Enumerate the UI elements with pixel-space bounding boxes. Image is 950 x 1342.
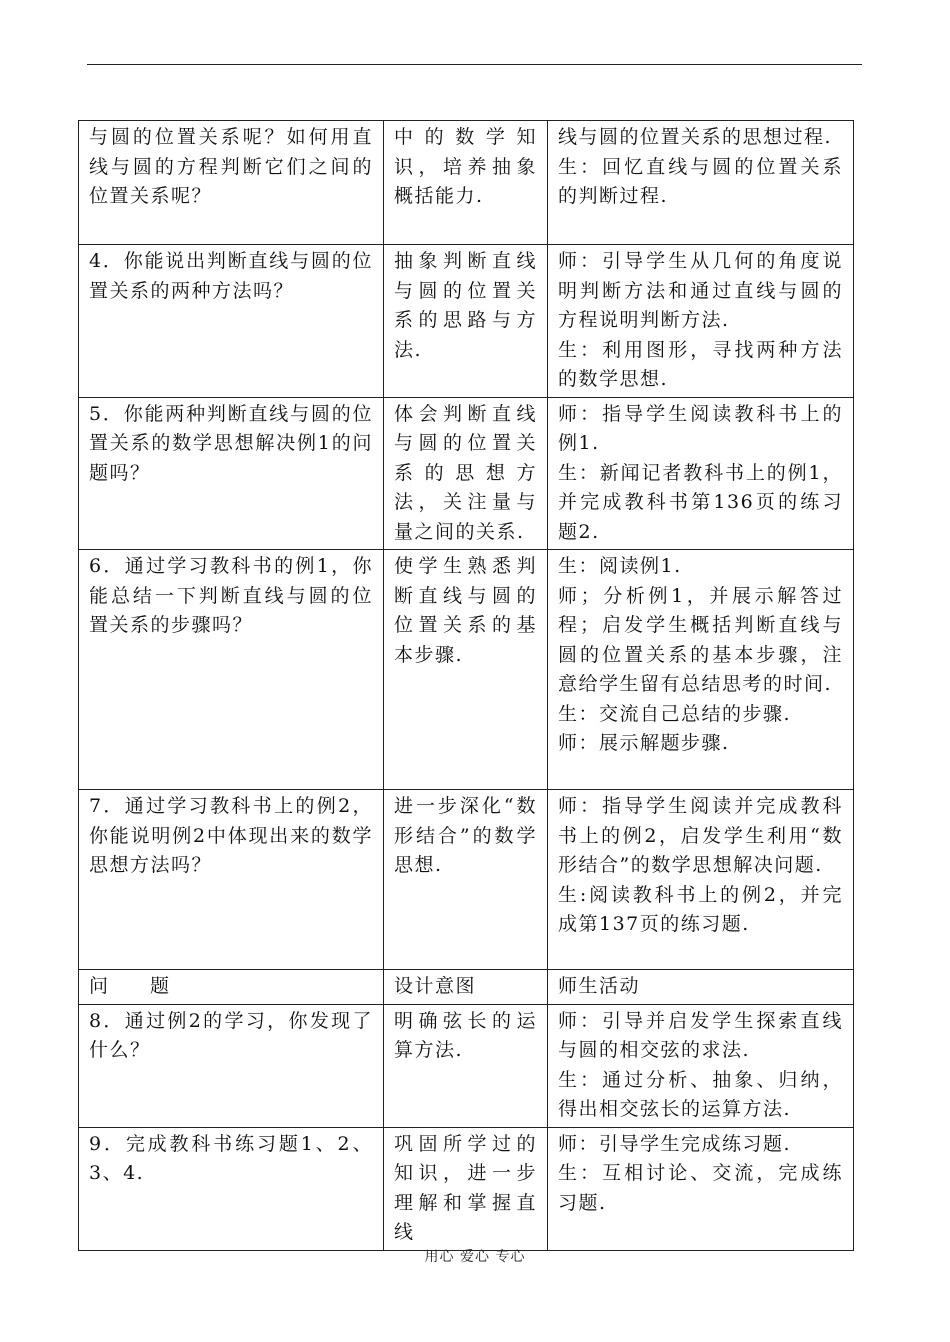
header-activity: 师生活动 [548,970,854,1005]
table-row [79,397,854,550]
table-header-row [79,970,854,1005]
header-intent: 设计意图 [384,970,548,1005]
intent-cell: 体会判断直线与圆的位置关系的思想方法，关注量与量之间的关系. [384,397,548,550]
intent-cell: 巩固所学过的知识，进一步理解和掌握直线 [384,1127,548,1250]
activity-line: 生：通过分析、抽象、归纳，得出相交弦长的运算方法. [558,1068,843,1120]
table-row [79,1004,854,1127]
activity-line: 生：互相讨论、交流，完成练习题. [558,1162,843,1214]
table-row [79,245,854,398]
intent-cell: 进一步深化“数形结合”的数学思想. [384,790,548,970]
intent-cell: 使学生熟悉判断直线与圆的位置关系的基本步骤. [384,550,548,790]
table-row [79,550,854,790]
activity-line: 师：指导学生阅读教科书上的例1. [558,402,843,454]
question-cell: 6．通过学习教科书的例1，你能总结一下判断直线与圆的位置关系的步骤吗？ [79,550,384,790]
activity-line: 生：交流自己总结的步骤. [558,702,792,725]
activity-line: 生：回忆直线与圆的位置关系的判断过程. [558,155,843,207]
activity-line: 师：引导学生完成练习题. [558,1132,792,1155]
activity-line: 线与圆的位置关系的思想过程. [558,126,833,148]
activity-line: 生：利用图形，寻找两种方法的数学思想. [558,338,843,390]
activity-line: 师：指导学生阅读并完成教科书上的例2，启发学生利用“数形结合”的数学思想解决问题. [558,795,843,876]
table-row [79,790,854,970]
activity-cell [548,1127,854,1250]
question-cell: 9．完成教科书练习题1、2、3、4. [79,1127,384,1250]
question-cell: 5．你能两种判断直线与圆的位置关系的数学思想解决例1的问题吗？ [79,397,384,550]
activity-cell [548,245,854,398]
lesson-plan-table [78,120,854,1251]
activity-line: 师；分析例1，并展示解答过程；启发学生概括判断直线与圆的位置关系的基本步骤，注意给学生留有总结思考的时间. [558,584,843,695]
activity-line: 生：新闻记者教科书上的例1，并完成教科书第136页的练习题2. [558,461,843,543]
header-rule [87,64,862,65]
question-cell: 与圆的位置关系呢？如何用直线与圆的方程判断它们之间的位置关系呢？ [79,121,384,245]
activity-cell [548,397,854,550]
table-row [79,121,854,245]
activity-cell [548,550,854,790]
intent-cell: 中的数学知识，培养抽象概括能力. [384,121,548,245]
activity-line: 生：阅读例1. [558,555,682,577]
table-row [79,1127,854,1250]
activity-line: 师：引导学生从几何的角度说明判断方法和通过直线与圆的方程说明判断方法. [558,250,843,331]
activity-cell [548,1004,854,1127]
question-cell: 7．通过学习教科书上的例2，你能说明例2中体现出来的数学思想方法吗？ [79,790,384,970]
question-cell: 8．通过例2的学习，你发现了什么？ [79,1004,384,1127]
question-cell: 4．你能说出判断直线与圆的位置关系的两种方法吗？ [79,245,384,398]
activity-cell [548,121,854,245]
header-question: 问题 [79,970,384,1005]
page-footer: 用心 爱心 专心 [424,1249,526,1265]
activity-line: 生:阅读教科书上的例2，并完成第137页的练习题. [558,883,843,935]
activity-line: 师：引导并启发学生探索直线与圆的相交弦的求法. [558,1009,843,1061]
intent-cell: 明确弦长的运算方法. [384,1004,548,1127]
intent-cell: 抽象判断直线与圆的位置关系的思路与方法. [384,245,548,398]
activity-cell [548,790,854,970]
activity-line: 师：展示解题步骤. [558,732,730,754]
